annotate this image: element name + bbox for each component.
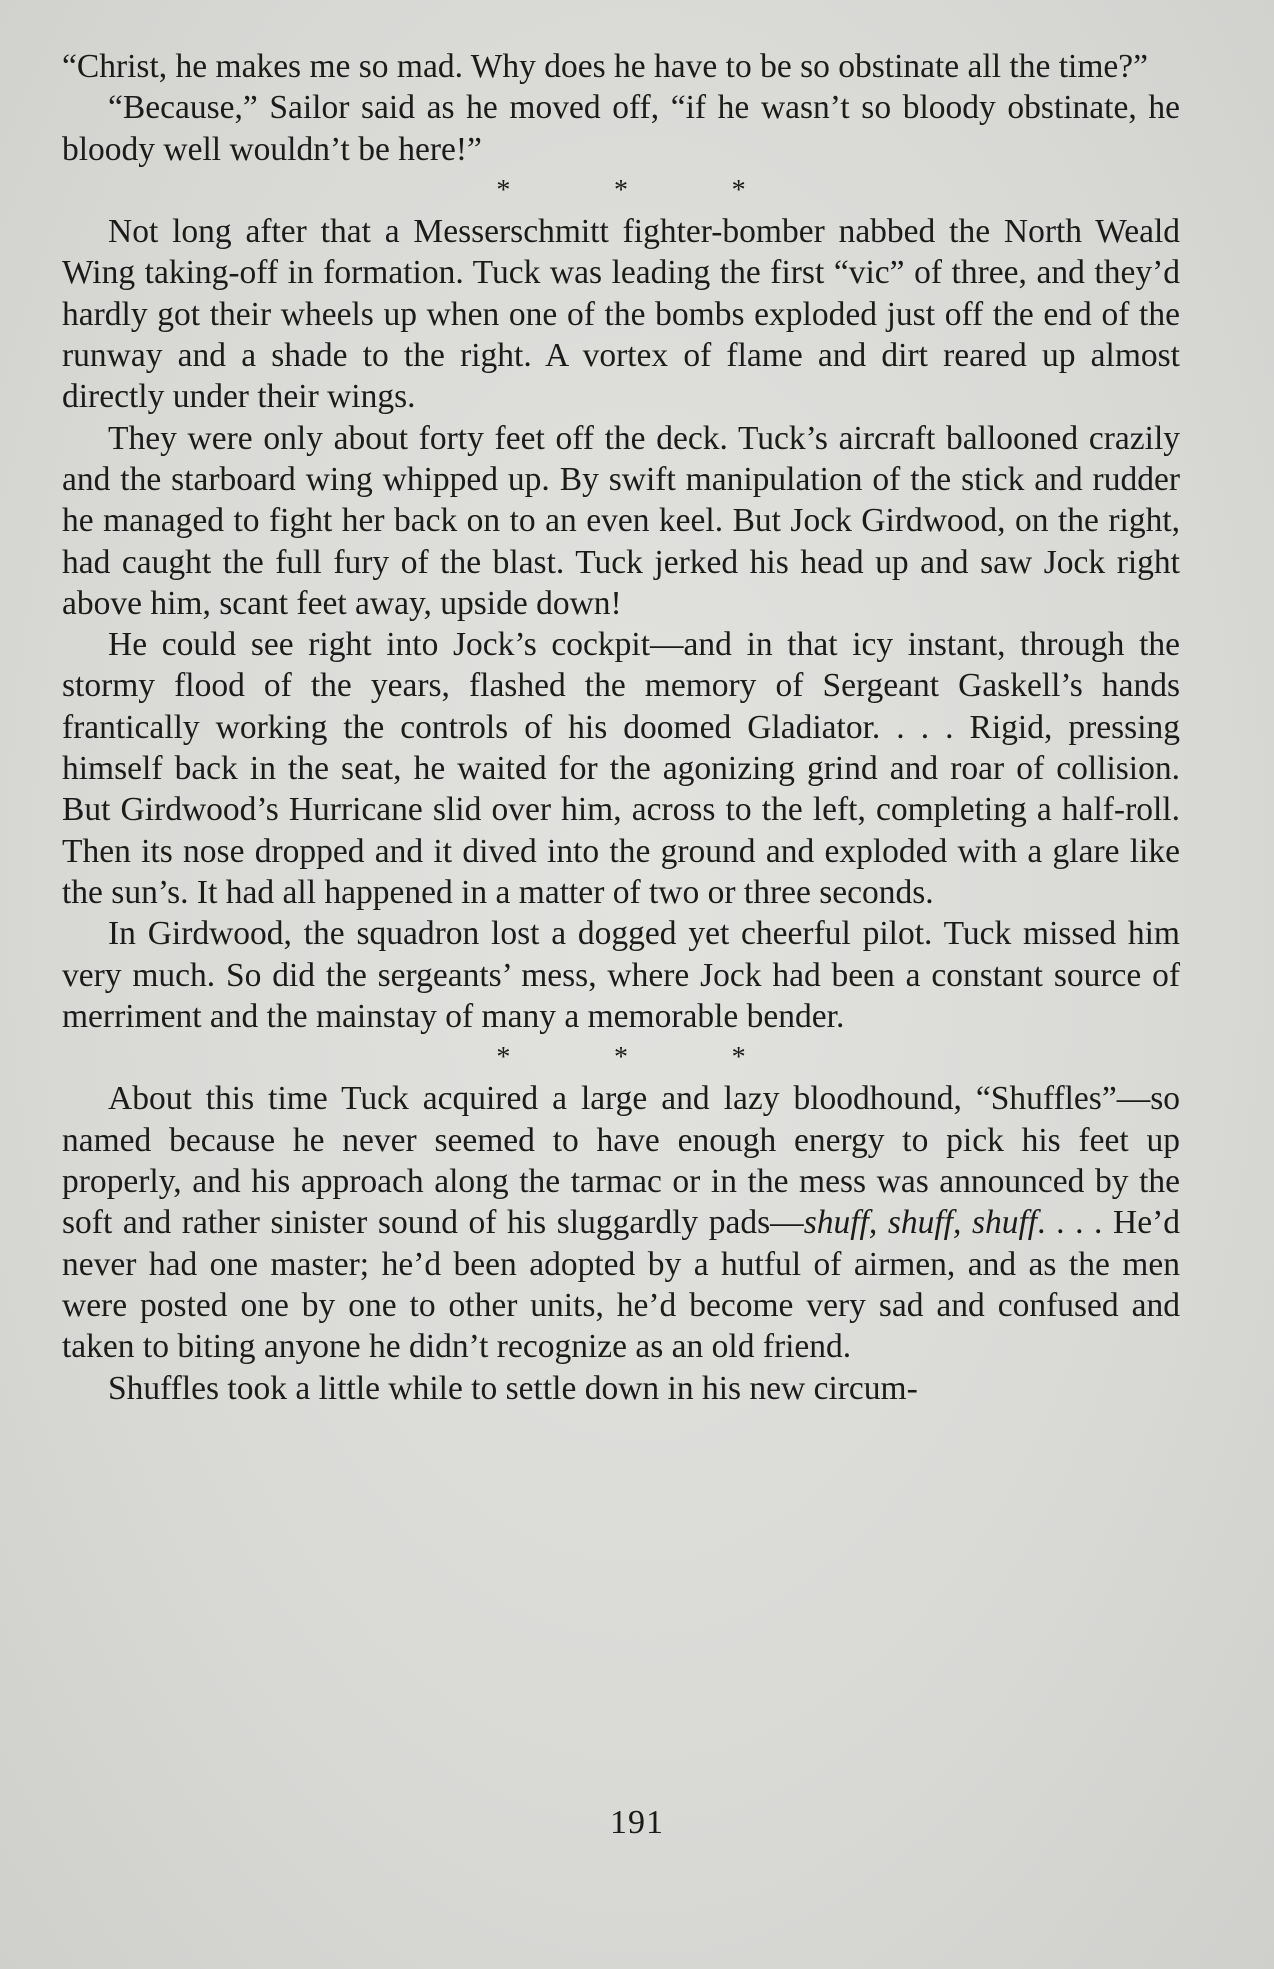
paragraph-7: [62, 1078, 1180, 1367]
paragraph-8: Shuffles took a little while to settle down in his new circum-: [108, 1369, 918, 1407]
paragraph-7-continued: . . . . He’d never had one master; he’d been adopted by a hutful of airmen, and as the men were posted one by one to other units, he’d become very sad and confused and taken to biting anyone he didn’t recognize as an old friend.: [62, 1204, 1180, 1366]
paragraph-7-text: About this time Tuck acquired a large and lazy bloodhound, “Shuffles”—so named because he never seemed to have enough energy to pick his feet up properly, and his approach along the tarmac or in the mess was announced by the soft and rather sinister sound of his sluggardly pads—: [62, 1080, 1180, 1242]
section-break-2: [62, 1037, 1180, 1078]
paragraph-1: “Christ, he makes me so mad. Why does he have to be so obstinate all the time?”: [62, 48, 1148, 85]
paragraph-3: Not long after that a Messerschmitt fighter-bomber nabbed the North Weald Wing taking-off in formation. Tuck was leading the first “vic” of three, and they’d hardly got their wheels up when one of the bombs exploded just off the end of the runway and a shade to the right. A vortex of flame and dirt reared up almost directly under their wings.: [62, 213, 1180, 416]
section-break-1: [62, 170, 1180, 211]
paragraph-6: In Girdwood, the squadron lost a dogged yet cheerful pilot. Tuck missed him very much. So did the sergeants’ mess, where Jock had been a constant source of merriment and the mainstay of many a memorable bender.: [62, 915, 1180, 1035]
asterisk: *: [614, 1042, 628, 1074]
paragraph-5: He could see right into Jock’s cockpit—and in that icy instant, through the stormy flood of the years, flashed the memory of Sergeant Gaskell’s hands frantically working the controls of his doomed Gladiator. . . . Rigid, pressing himself back in the seat, he waited for the agonizing grind and roar of collision. But Girdwood’s Hurricane slid over him, across to the left, completing a half-roll. Then its nose dropped and it dived into the ground and exploded with a glare like the sun’s. It had all happened in a matter of two or three seconds.: [62, 626, 1180, 911]
page-number: 191: [610, 1804, 664, 1841]
asterisk: *: [731, 174, 746, 206]
asterisk: *: [614, 174, 628, 206]
body-text: [62, 46, 1180, 1409]
asterisk: *: [731, 1042, 746, 1074]
paragraph-7-italic: shuff, shuff, shuff: [803, 1204, 1038, 1242]
asterisk: *: [496, 174, 511, 206]
paragraph-4: They were only about forty feet off the deck. Tuck’s aircraft ballooned crazily and the starboard wing whipped up. By swift manipulation of the stick and rudder he managed to fight her back on to an even keel. But Jock Girdwood, on the right, had caught the full fury of the blast. Tuck jerked his head up and saw Jock right above him, scant feet away, upside down!: [62, 419, 1180, 622]
paragraph-2: “Because,” Sailor said as he moved off, “if he wasn’t so bloody obstinate, he bloody well wouldn’t be here!”: [62, 89, 1180, 168]
asterisk: *: [496, 1042, 511, 1074]
